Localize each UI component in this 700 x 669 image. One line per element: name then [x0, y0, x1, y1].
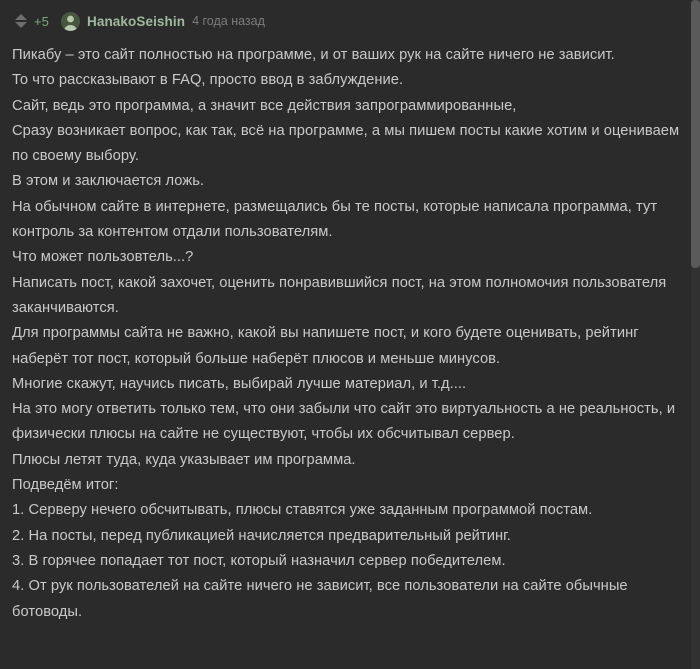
comment-line: Плюсы летят туда, куда указывает им программа.	[12, 451, 356, 468]
avatar[interactable]	[61, 12, 80, 31]
comment-line: Что может пользовтель...?	[12, 249, 194, 266]
arrow-down-icon[interactable]	[15, 22, 27, 28]
comment-header	[12, 8, 688, 34]
comment-rating: +5	[34, 13, 49, 29]
comment-line: Сразу возникает вопрос, как так, всё на программе, а мы пишем посты какие хотим и оцениваем по своему выбору.	[12, 122, 680, 165]
comment-line: Сайт, ведь это программа, а значит все действия запрограммированные,	[12, 97, 517, 114]
comment-line: На это могу ответить только тем, что они забыли что сайт это виртуальность а не реальность, и физически плюсы на сайте не существуют, чтобы их обсчитывал сервер.	[12, 401, 676, 443]
comment-line: На обычном сайте в интернете, размещались бы те посты, которые написала программа, тут контроль за контентом отдали пользователям.	[12, 198, 658, 241]
arrow-up-icon[interactable]	[15, 14, 27, 20]
comment-author[interactable]: HanakoSeishin	[87, 13, 186, 29]
user-avatar-icon	[61, 12, 80, 31]
comment-line: 3. В горячее попадает тот пост, который назначил сервер победителем.	[12, 552, 506, 569]
vertical-scrollbar[interactable]	[691, 0, 700, 669]
comment-line: 4. От рук пользователей на сайте ничего не зависит, все пользователи на сайте обычные ботоводы.	[12, 578, 628, 620]
rating-controls[interactable]	[14, 10, 27, 32]
scrollbar-thumb[interactable]	[691, 0, 700, 268]
comment-line: 2. На посты, перед публикацией начисляется предварительный рейтинг.	[12, 527, 511, 544]
comment-line: Многие скажут, научись писать, выбирай лучше материал, и т.д....	[12, 375, 467, 392]
comment-line: Для программы сайта не важно, какой вы напишете пост, и кого будете оценивать, рейтинг наберёт тот пост, который больше наберёт плюсов и меньше минусов.	[12, 325, 639, 367]
comment-timestamp: 4 года назад	[192, 14, 265, 28]
comment-line: То что рассказывают в FAQ, просто ввод в заблуждение.	[12, 72, 404, 89]
comment-line: В этом и заключается ложь.	[12, 173, 205, 190]
comment-line: Написать пост, какой захочет, оценить понравившийся пост, на этом полномочия пользователя заканчиваются.	[12, 274, 667, 316]
comment-text	[12, 43, 688, 625]
comment-line: Пикабу – это сайт полностью на программе, и от ваших рук на сайте ничего не зависит.	[12, 47, 615, 63]
comment-line: Подведём итог:	[12, 477, 119, 494]
comment-line: 1. Серверу нечего обсчитывать, плюсы ставятся уже заданным программой постам.	[12, 502, 593, 519]
